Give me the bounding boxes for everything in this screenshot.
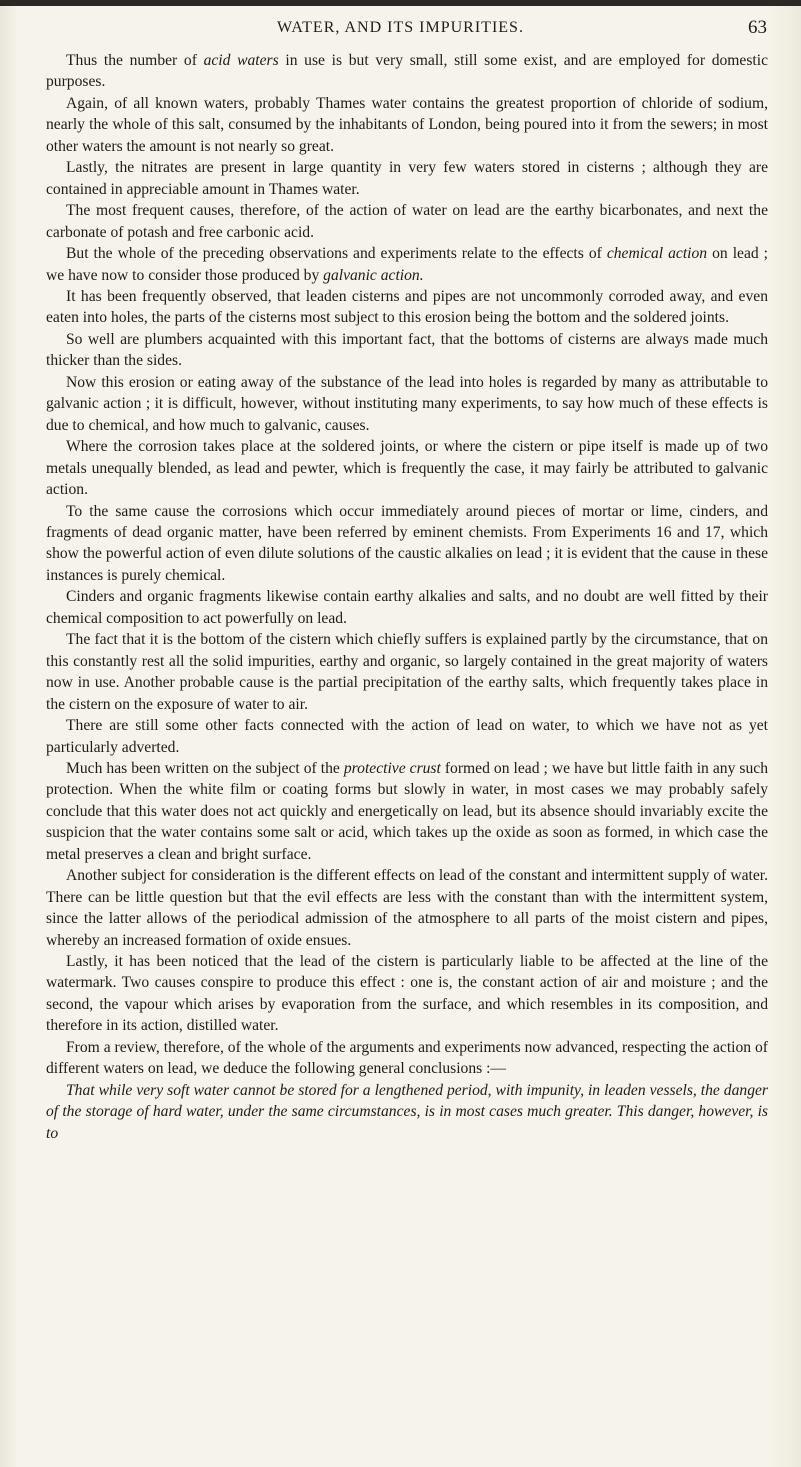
page-top-edge: [0, 0, 801, 6]
paragraph: [46, 200, 768, 243]
paragraph: [46, 436, 768, 500]
italic-text: acid waters: [203, 52, 279, 69]
text-run: Cinders and organic fragments likewise contain earthy alkalies and salts, and no doubt are well fitted by their chemical composition to act powerfully on lead.: [46, 588, 768, 627]
text-run: formed on lead ; we have but little faith in any such protection. When the white film or coating forms but slowly in water, in most cases we may probably safely conclude that this water does not act quickly and energetically on lead, but its absence should invariably excite the suspicion that the water contains some salt or acid, which takes up the oxide as soon as formed, in which case the metal preserves a clean and bright surface.: [46, 759, 768, 863]
text-run: on lead ; we have now to consider those produced by: [46, 245, 768, 284]
paragraph: [46, 243, 768, 286]
paragraph: [46, 329, 768, 372]
text-run: Thus the number of: [66, 52, 204, 69]
paragraph: [46, 758, 768, 865]
italic-text: protective crust: [343, 759, 441, 777]
italic-text: galvanic action.: [323, 266, 424, 284]
paragraph: [46, 50, 768, 93]
paragraph: [46, 715, 768, 758]
text-run: Now this erosion or eating away of the substance of the lead into holes is regarded by many as attributable to galvanic action ; it is difficult, however, without instituting many experiments, to say how much of these effects is due to chemical, and how much to galvanic, causes.: [46, 373, 768, 434]
page-header: [0, 19, 801, 45]
text-run: There are still some other facts connected with the action of lead on water, to which we have not as yet particularly adverted.: [46, 717, 768, 756]
text-run: It has been frequently observed, that leaden cisterns and pipes are not uncommonly corroded away, and even eaten into holes, the parts of the cisterns most subject to this erosion being the bottom and the soldered joints.: [46, 287, 768, 327]
text-run: Where the corrosion takes place at the soldered joints, or where the cistern or pipe itself is made up of two metals unequally blended, as lead and pewter, which is frequently the case, it may fairly be attributed to galvanic action.: [46, 438, 768, 499]
paragraph: [46, 1080, 768, 1144]
text-run: To the same cause the corrosions which occur immediately around pieces of mortar or lime, cinders, and fragments of dead organic matter, have been referred by eminent chemists. From Experiments 16 and 17, which show the powerful action of even dilute solutions of the caustic alkalies on lead ; it is evident that the cause in these instances is purely chemical.: [46, 502, 768, 584]
italic-text: chemical action: [606, 245, 708, 263]
italic-text: That while very soft water cannot be stored for a lengthened period, with impunity, in leaden vessels, the danger of the storage of hard water, under the same circumstances, is in most cases much greater. This danger, however, is to: [46, 1081, 768, 1142]
text-run: Much has been written on the subject of the: [66, 759, 344, 777]
text-run: in use is but very small, still some exist, and are employed for domestic purposes.: [46, 52, 768, 91]
paragraph: [46, 629, 768, 715]
running-title: WATER, AND ITS IMPURITIES.: [277, 19, 524, 36]
paragraph: [46, 1037, 768, 1080]
paragraph: [46, 286, 768, 329]
page-number: 63: [748, 17, 767, 38]
text-run: Another subject for consideration is the different effects on lead of the constant and intermittent supply of water. There can be little question but that the evil effects are less with the constant than with the intermittent system, since the latter allows of the periodical admission of the atmosphere to all parts of the moist cistern and pipes, whereby an increased formation of oxide ensues.: [46, 867, 768, 949]
paragraph: [46, 372, 768, 436]
paragraph: [46, 865, 768, 951]
paragraph: [46, 501, 768, 587]
text-run: The fact that it is the bottom of the cistern which chiefly suffers is explained partly by the circumstance, that on this constantly rest all the solid impurities, earthy and organic, so largely contained in the great majority of waters now in use. Another probable cause is the partial precipitation of the earthy salts, which frequently takes place in the cistern on the exposure of water to air.: [46, 631, 768, 713]
text-run: So well are plumbers acquainted with this important fact, that the bottoms of cisterns are always made much thicker than the sides.: [46, 330, 768, 370]
text-run: From a review, therefore, of the whole of the arguments and experiments now advanced, respecting the action of different waters on lead, we deduce the following general conclusions :—: [46, 1038, 768, 1078]
paragraph: [46, 586, 768, 629]
text-run: Lastly, the nitrates are present in large quantity in very few waters stored in cisterns ; although they are contained in appreciable amount in Thames water.: [46, 159, 768, 198]
paragraph: [46, 951, 768, 1037]
text-run: The most frequent causes, therefore, of the action of water on lead are the earthy bicarbonates, and next the carbonate of potash and free carbonic acid.: [46, 202, 768, 241]
paragraph: [46, 93, 768, 157]
text-run: But the whole of the preceding observations and experiments relate to the effects of: [66, 245, 607, 263]
paragraph: [46, 157, 768, 200]
text-run: Lastly, it has been noticed that the lead of the cistern is particularly liable to be affected at the line of the watermark. Two causes conspire to produce this effect : one is, the constant action of air and moisture ; and the second, the vapour which arises by evaporation from the surface, and which resembles in its composition, and therefore in its action, distilled water.: [46, 953, 768, 1035]
text-run: Again, of all known waters, probably Thames water contains the greatest proportion of chloride of sodium, nearly the whole of this salt, consumed by the inhabitants of London, being poured into it from the sewers; in most other waters the amount is not nearly so great.: [46, 94, 768, 155]
body-text: [46, 50, 768, 1144]
